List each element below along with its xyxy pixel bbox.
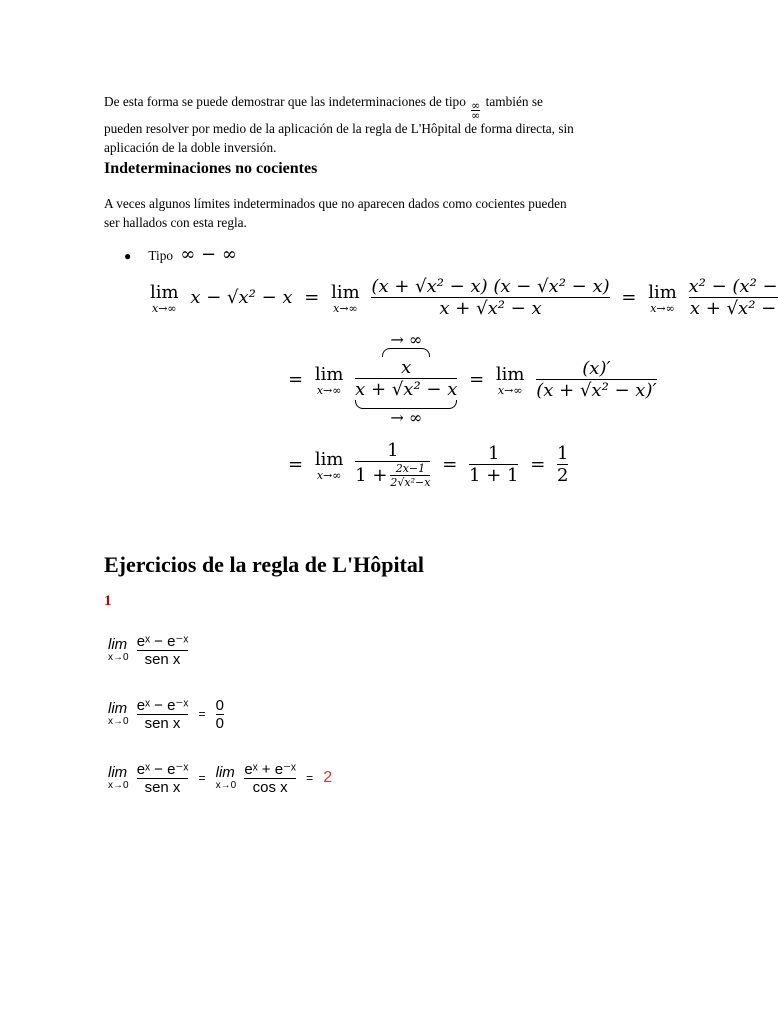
row1-right-fraction	[689, 276, 778, 319]
nested-fraction	[390, 462, 430, 489]
nested-denominator: 2√x²−x	[390, 476, 431, 489]
equals-sign: =	[469, 369, 485, 390]
lim-text: lim	[108, 763, 128, 781]
exercise-limit	[108, 635, 129, 663]
bullet-item-tipo	[124, 246, 237, 266]
section1-paragraph-line2: ser hallados con esta regla.	[104, 214, 247, 230]
denominator-lead: 1 +	[355, 465, 388, 486]
equals-sign: =	[198, 771, 206, 785]
fraction-numerator: x	[401, 357, 412, 378]
limit-operator	[315, 364, 344, 396]
nested-numerator: 2x−1	[395, 462, 426, 475]
lim-text: lim	[108, 635, 128, 653]
exercise-derivative-fraction	[244, 760, 296, 796]
intro-line3: aplicación de la doble inversión.	[104, 139, 277, 155]
lim-subscript: x→∞	[333, 301, 358, 315]
bullet-label: Tipo	[148, 248, 173, 263]
lim-subscript: x→0	[108, 715, 129, 727]
derivation-row-3	[288, 440, 568, 489]
fraction-denominator: sen x	[144, 715, 181, 732]
fraction-denominator: (x + √x² − x)′	[536, 380, 657, 401]
fraction-denominator: cos x	[252, 779, 288, 796]
exercise-fraction	[137, 760, 189, 796]
section1-paragraph-line1: A veces algunos límites indeterminados que no aparecen dados como cocientes pueden	[104, 196, 567, 211]
limit-operator	[315, 449, 344, 481]
equals-sign: =	[442, 454, 458, 475]
bullet-math: ∞ − ∞	[180, 244, 237, 265]
limit-operator	[331, 282, 360, 314]
equals-sign: =	[288, 369, 304, 390]
fraction-numerator: 1	[557, 443, 569, 464]
overbrace-label: → ∞	[390, 330, 423, 349]
lim-text: lim	[150, 281, 179, 303]
lim-subscript: x→∞	[316, 383, 342, 397]
lim-subscript: x→∞	[497, 383, 523, 397]
lim-text: lim	[108, 699, 128, 717]
lim-text: lim	[314, 448, 344, 470]
fraction-numerator: eˣ − e⁻ˣ	[136, 697, 189, 714]
fraction-numerator: eˣ − e⁻ˣ	[136, 633, 189, 650]
fraction-numerator: (x + √x² − x) (x − √x² − x)	[371, 276, 610, 297]
lim-subscript: x→∞	[650, 301, 675, 315]
limit-operator	[496, 364, 525, 396]
fraction-numerator: x² − (x² −	[688, 276, 778, 297]
inf-denominator: ∞	[471, 109, 481, 122]
equals-sign: =	[306, 771, 314, 785]
exercise-result: 2	[323, 769, 333, 786]
equals-sign: =	[530, 454, 546, 475]
bullet-dot-icon: ●	[124, 249, 132, 263]
fraction-numerator: eˣ − e⁻ˣ	[136, 761, 189, 778]
lim-text: lim	[314, 363, 344, 385]
lim-subscript: x→0	[108, 779, 129, 791]
exercise-limit	[215, 763, 237, 791]
lim-subscript: x→∞	[152, 301, 177, 315]
exercise-line-1	[108, 632, 188, 668]
section-heading-no-cocientes: Indeterminaciones no cocientes	[104, 160, 318, 177]
exercise-line-3	[108, 760, 332, 796]
fraction-numerator: 1	[387, 440, 399, 461]
section1-paragraph	[104, 195, 724, 232]
intro-line1: De esta forma se puede demostrar que las indeterminaciones de tipo	[104, 94, 466, 109]
lim-text: lim	[495, 363, 525, 385]
underbrace-label: → ∞	[390, 408, 423, 427]
fraction-denominator	[355, 462, 430, 489]
lim-subscript: x→∞	[316, 468, 342, 482]
row3-result-fraction	[557, 443, 568, 486]
intro-line2b: forma directa, sin	[480, 121, 574, 136]
exercise-number: 1	[104, 593, 112, 609]
exercise-limit	[108, 763, 129, 791]
inf-numerator: ∞	[471, 99, 481, 112]
fraction-denominator: 0	[215, 714, 224, 732]
equals-sign: =	[198, 707, 206, 721]
lim-text: lim	[331, 281, 360, 303]
fraction-denominator: sen x	[144, 651, 181, 668]
limit-operator	[648, 282, 677, 314]
derivation-row-2	[288, 332, 657, 427]
lim-subscript: x→0	[215, 779, 237, 791]
fraction-denominator: x + √x² − x	[355, 379, 458, 400]
equals-sign: =	[621, 287, 637, 308]
fraction-denominator: x + √x² − x	[439, 298, 542, 319]
row3-fraction	[355, 440, 430, 489]
intro-line2a: pueden resolver por medio de la aplicación de la regla de L'Hôpital de	[104, 121, 478, 136]
exercise-fraction	[137, 632, 189, 668]
derivation-row-1	[150, 276, 778, 324]
row2-right-fraction	[536, 358, 656, 401]
overbrace	[382, 348, 430, 357]
lim-subscript: x→0	[108, 651, 129, 663]
fraction-numerator: 1	[488, 443, 500, 464]
lim-text: lim	[215, 763, 235, 781]
fraction-denominator: sen x	[144, 779, 181, 796]
limit-operator	[150, 282, 179, 314]
zero-over-zero	[216, 697, 224, 732]
row2-fraction	[355, 332, 457, 427]
equals-sign: =	[288, 454, 304, 475]
lim-text: lim	[648, 281, 677, 303]
intro-paragraph	[104, 93, 724, 157]
fraction-denominator: 2	[557, 465, 569, 486]
exercise-limit	[108, 699, 129, 727]
equals-sign: =	[304, 287, 320, 308]
fraction-denominator: 1 + 1	[469, 465, 519, 486]
fraction-numerator: (x)′	[582, 358, 611, 379]
section-heading-ejercicios: Ejercicios de la regla de L'Hôpital	[104, 552, 424, 577]
intro-line1-tail: también se	[485, 94, 543, 109]
row3-mid-fraction	[469, 443, 518, 486]
fraction-numerator: eˣ + e⁻ˣ	[244, 761, 296, 778]
row1-fraction	[371, 276, 609, 319]
fraction-denominator: x + √x² −	[689, 298, 777, 319]
inf-over-inf	[471, 101, 480, 120]
exercise-line-2	[108, 696, 224, 732]
exercise-fraction	[137, 696, 189, 732]
row1-expression: x − √x² − x	[190, 287, 293, 308]
fraction-numerator: 0	[215, 696, 224, 714]
